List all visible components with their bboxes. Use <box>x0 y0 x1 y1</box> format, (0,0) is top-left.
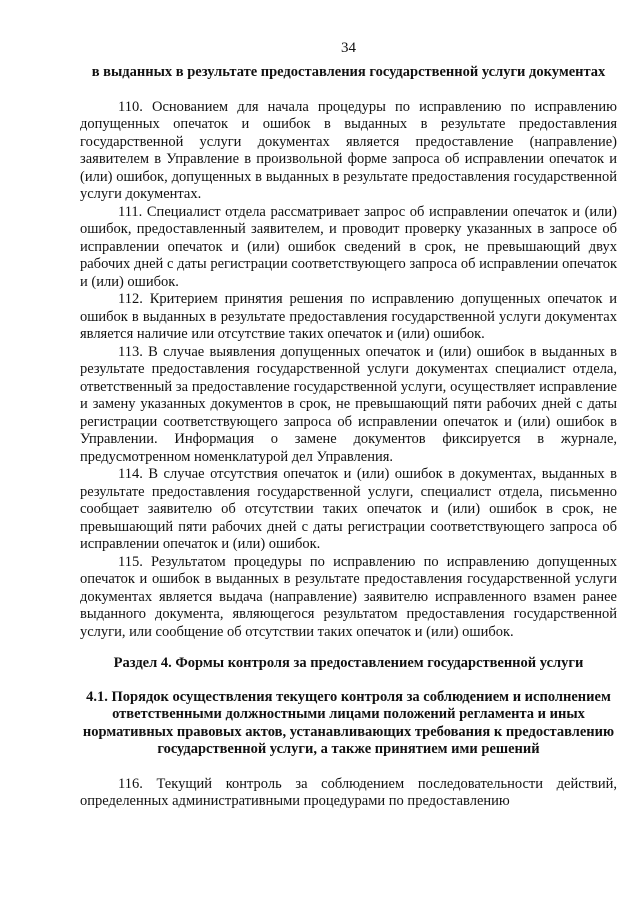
paragraph-111: 111. Специалист отдела рассматривает запрос об исправлении опечаток и (или) ошибок, предоставленный заявителем, и проводит проверку указанных в запросе об исправлении опечаток и (или) ошибок сведений в срок, не превышающий двух рабочих дней с даты регистрации соответствующего запроса об исправлении опечаток и (или) ошибок. <box>80 203 617 290</box>
paragraph-112: 112. Критерием принятия решения по исправлению допущенных опечаток и ошибок в выданных в результате предоставления государственной услуги документах является наличие или отсутствие таких опечаток и (или) ошибок. <box>80 291 617 342</box>
paragraph-114: 114. В случае отсутствия опечаток и (или) ошибок в документах, выданных в результате предоставления государственной услуги, специалист отдела, письменно сообщает заявителю об отсутствии таких опечаток и (или) ошибок в срок, не превышающий пяти рабочих дней с даты регистрации соответствующего запроса об исправлении опечаток и (или) ошибок. <box>80 466 617 552</box>
paragraph-110: 110. Основанием для начала процедуры по исправлению по исправлению допущенных опечаток и ошибок в выданных в результате предоставления государственной услуги документах является предоставление (направление) заявителем в Управление в произвольной форме запроса об исправлении опечаток и (или) ошибок, допущенных в выданных в результате предоставления государственной услуги документах. <box>80 98 617 202</box>
paragraph-116: 116. Текущий контроль за соблюдением последовательности действий, определенных административными процедурами по предоставлению <box>80 775 617 809</box>
subsection-heading: 4.1. Порядок осуществления текущего контроля за соблюдением и исполнением ответственными должностными лицами положений регламента и иных нормативных правовых актов, устанавливающих требования к предоставлению государственной услуги, а также принятием ими решений <box>82 688 615 757</box>
section-heading: Раздел 4. Формы контроля за предоставлением государственной услуги <box>113 655 584 671</box>
paragraph-115: 115. Результатом процедуры по исправлению по исправлению допущенных опечаток и ошибок в выданных в результате предоставления государственной услуги документах является выдача (направление) заявителю исправленного взамен ранее выданного документа, являющегося результатом предоставления государственной услуги, или сообщение об отсутствии таких опечаток и (или) ошибок. <box>80 553 617 640</box>
paragraph-113: 113. В случае выявления допущенных опечаток и (или) ошибок в выданных в результате предоставления государственной услуги документах специалист отдела, ответственный за предоставление государственной услуги, осуществляет исправление и замену указанных документов в срок, не превышающий пяти рабочих дней с даты регистрации соответствующего запроса об исправлении опечаток и (или) ошибок в Управлении. Информация о замене документов фиксируется в журнале, предусмотренном номенклатурой дел Управления. <box>80 343 617 465</box>
page-number: 34 <box>341 40 356 56</box>
section-title: в выданных в результате предоставления государственной услуги документах <box>91 64 606 80</box>
